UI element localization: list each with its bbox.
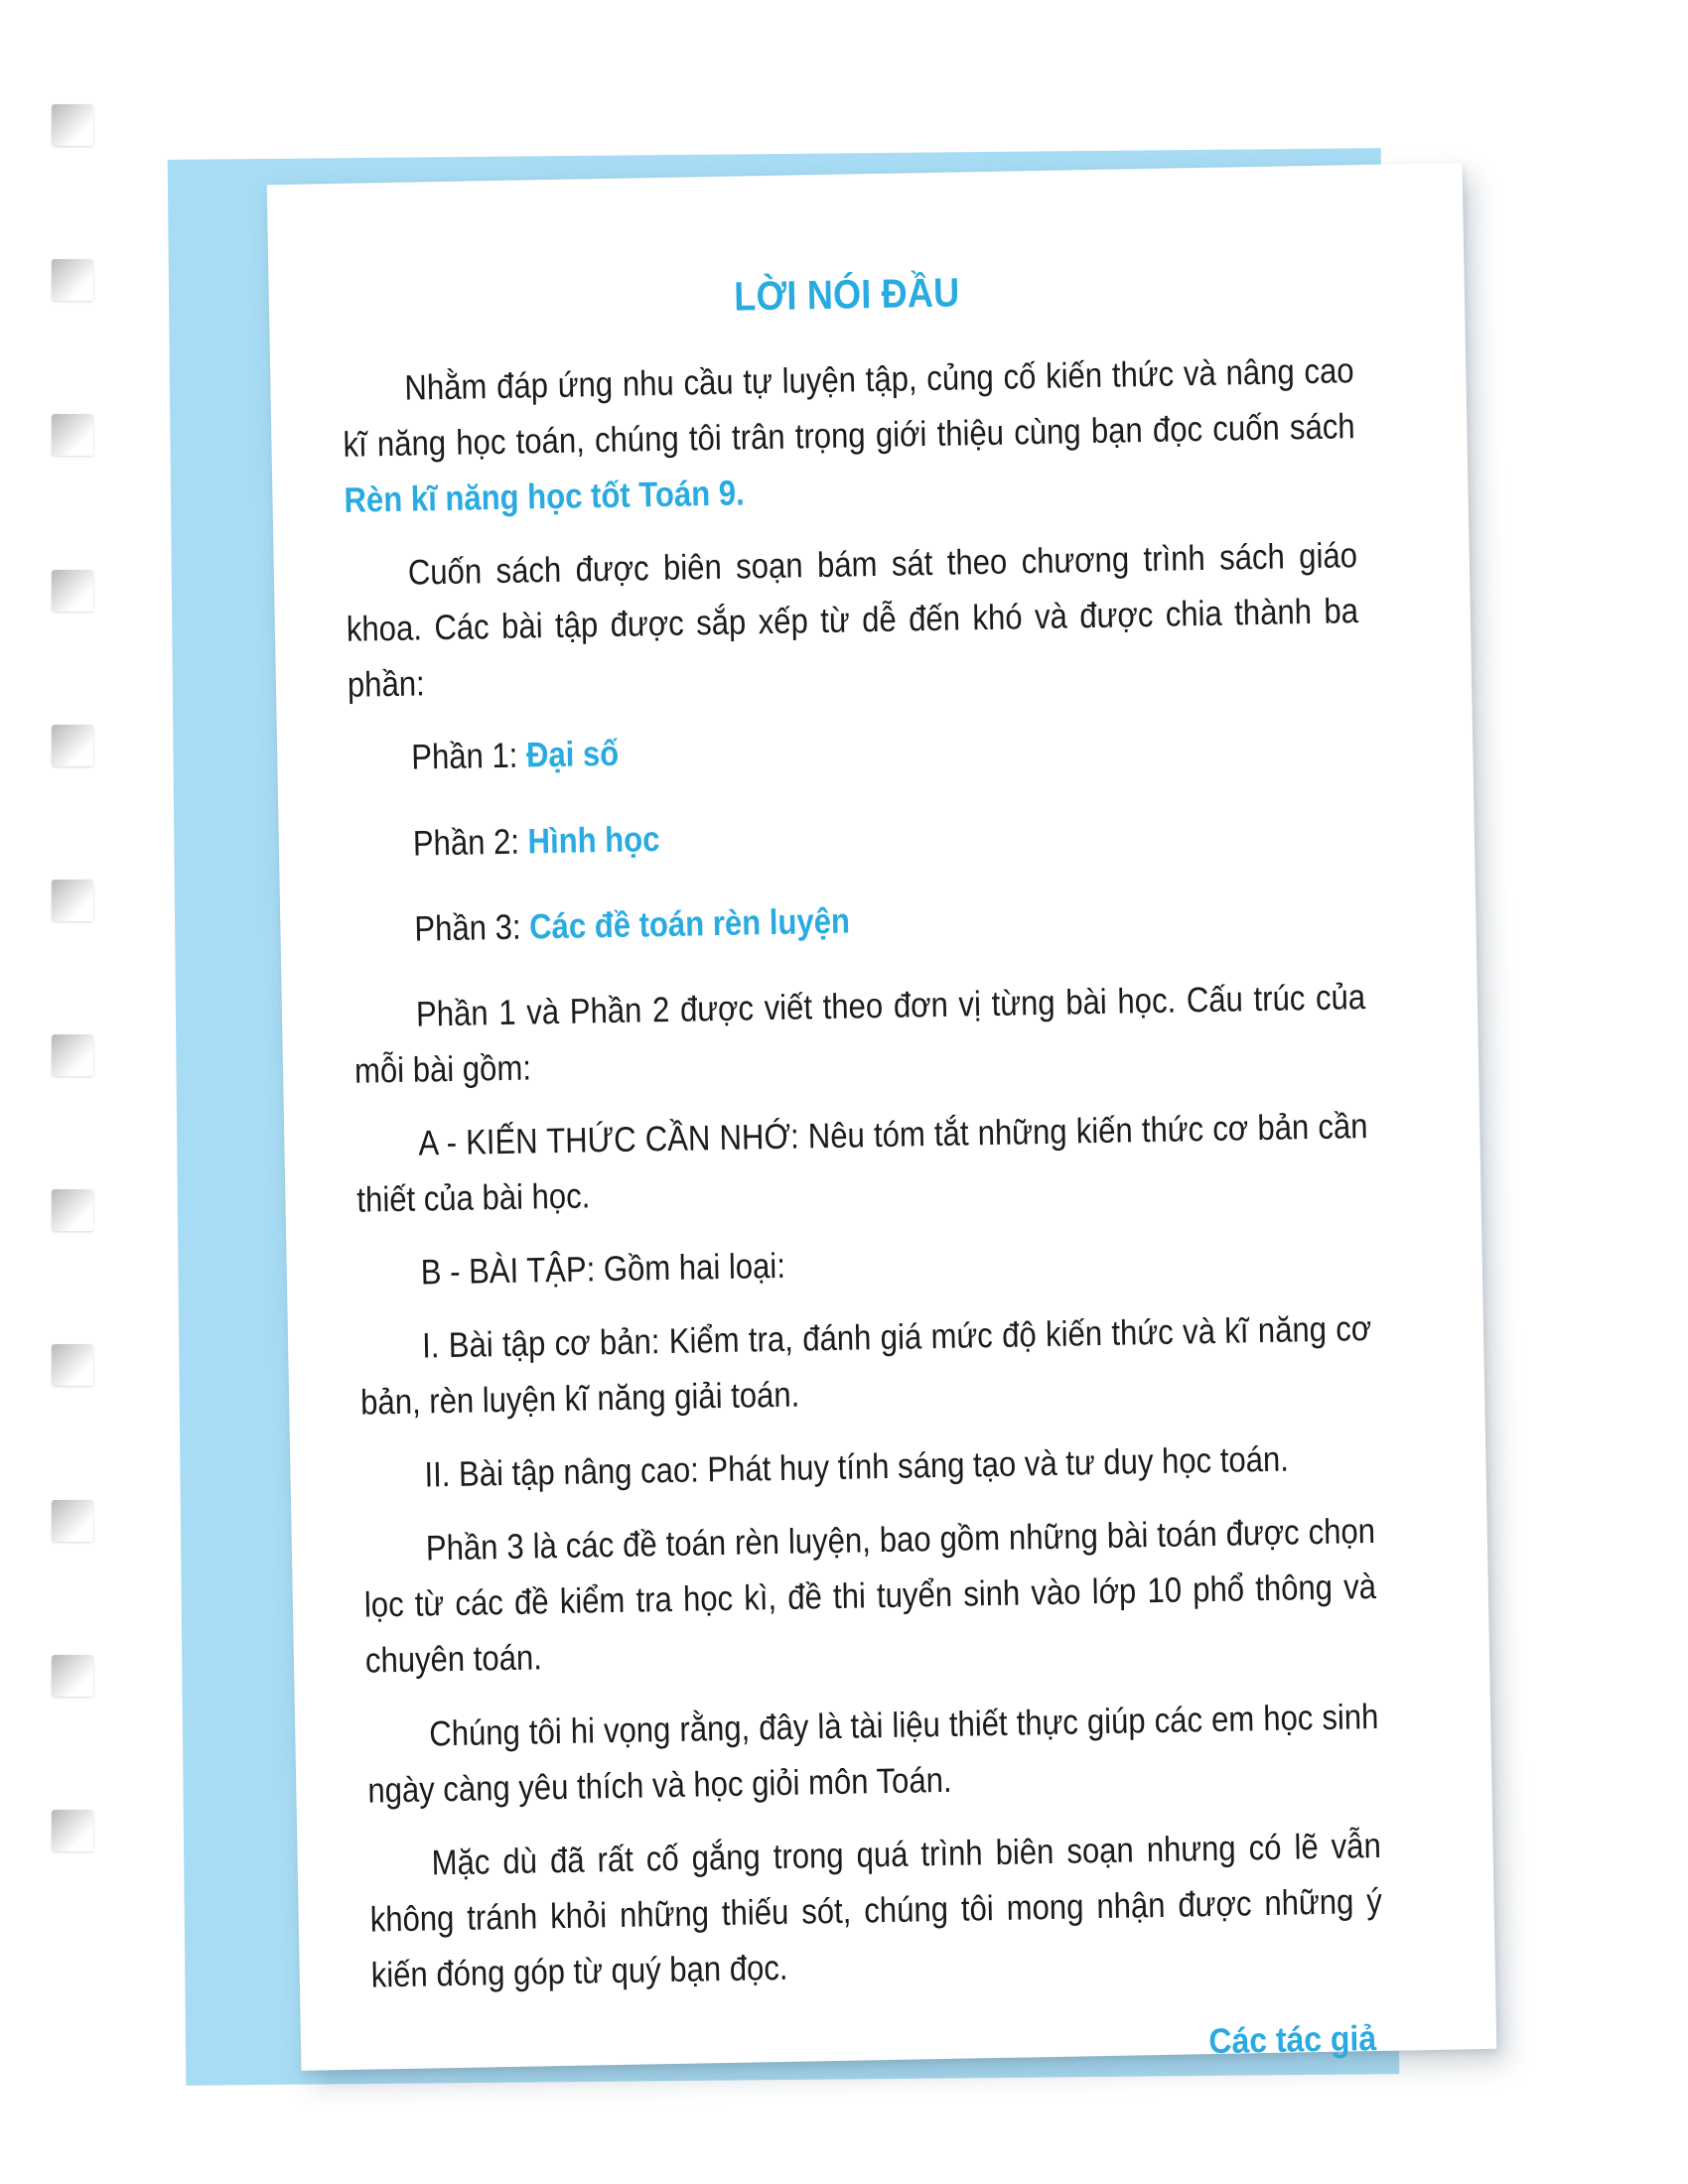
- authors-signature: Các tác giả: [1208, 2017, 1377, 2062]
- book-title-highlight: Rèn kĩ năng học tốt Toán 9.: [344, 473, 746, 520]
- punch-hole-icon: [52, 414, 93, 456]
- punch-hole-icon: [52, 1034, 93, 1076]
- paragraph-lesson-structure: Phần 1 và Phần 2 được viết theo đơn vị từng bài học. Cấu trúc của mỗi bài gồm:: [353, 976, 1366, 1091]
- part-1-label: Phần 1:: [410, 735, 527, 778]
- punch-hole-icon: [52, 1500, 93, 1542]
- punch-hole-icon: [52, 104, 93, 146]
- part-1-value: Đại số: [525, 734, 620, 775]
- punch-hole-icon: [52, 570, 93, 612]
- part-2-label: Phần 2:: [412, 821, 528, 864]
- part-3-label: Phần 3:: [414, 906, 530, 949]
- part-3-line: [352, 884, 1364, 958]
- punch-hole-icon: [52, 1810, 93, 1851]
- page-content-area: [340, 224, 1385, 2062]
- spiral-binding-holes: [52, 104, 111, 1851]
- part-1-line: [349, 713, 1361, 787]
- paragraph-apology: Mặc dù đã rất cố gắng trong quá trình biên soạn nhưng có lẽ vẫn không tránh khỏi những thiếu sót, chúng tôi mong nhận được những ý kiến đóng góp từ quý bạn đọc.: [369, 1825, 1383, 1995]
- paragraph-exercise-advanced: II. Bài tập nâng cao: Phát huy tính sáng tạo và tư duy học toán.: [424, 1438, 1290, 1495]
- punch-hole-icon: [52, 725, 93, 766]
- paragraph-exercise-basic: I. Bài tập cơ bản: Kiểm tra, đánh giá mức độ kiến thức và kĩ năng cơ bản, rèn luyện kĩ năng giải toán.: [359, 1308, 1372, 1423]
- paragraph-intro-text: Nhằm đáp ứng nhu cầu tự luyện tập, củng cố kiến thức và nâng cao kĩ năng học toán, chúng tôi trân trọng giới thiệu cùng bạn đọc cuốn sách: [343, 350, 1355, 465]
- paragraph-hope: Chúng tôi hi vọng rằng, đây là tài liệu thiết thực giúp các em học sinh ngày càng yêu thích và học giỏi môn Toán.: [366, 1696, 1379, 1811]
- punch-hole-icon: [52, 1655, 93, 1697]
- punch-hole-icon: [52, 880, 93, 921]
- part-3-value: Các đề toán rèn luyện: [528, 900, 851, 947]
- paragraph-part-3-detail: Phần 3 là các đề toán rèn luyện, bao gồm những bài toán được chọn lọc từ các đề kiểm tra học kì, đề thi tuyển sinh vào lớp 10 phổ thông và chuyên toán.: [363, 1511, 1377, 1682]
- paragraph-section-a: A - KIẾN THỨC CẦN NHỚ: Nêu tóm tắt những kiến thức cơ bản cần thiết của bài học.: [356, 1105, 1368, 1220]
- document-page: [267, 163, 1497, 2071]
- page-title: LỜI NÓI ĐẦU: [733, 269, 960, 320]
- part-2-line: [350, 798, 1362, 873]
- paragraph-structure: Cuốn sách được biên soạn bám sát theo chương trình sách giáo khoa. Các bài tập được sắp xếp từ dễ đến khó và được chia thành ba phần:: [346, 535, 1359, 706]
- punch-hole-icon: [52, 1344, 93, 1386]
- part-2-value: Hình học: [527, 818, 660, 862]
- punch-hole-icon: [52, 1189, 93, 1231]
- paragraph-intro: [342, 342, 1356, 528]
- punch-hole-icon: [52, 259, 93, 301]
- paragraph-section-b: B - BÀI TẬP: Gồm hai loại:: [420, 1245, 786, 1293]
